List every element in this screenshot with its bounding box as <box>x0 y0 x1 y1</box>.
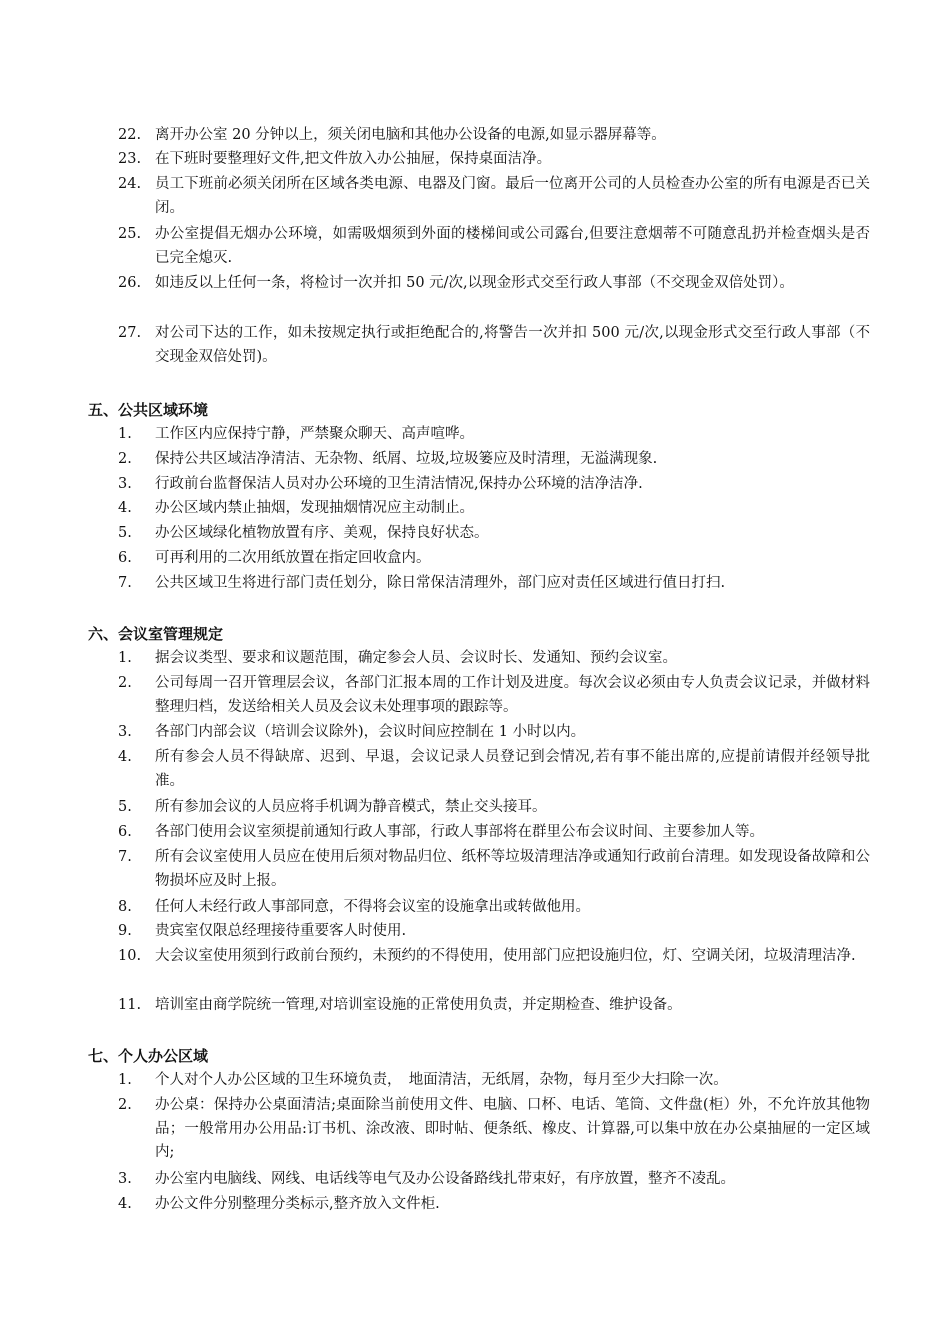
item-number: 2. <box>118 451 132 467</box>
item-number: 1. <box>118 426 132 442</box>
item-text: 保持公共区域洁净清洁、无杂物、纸屑、垃圾,垃圾篓应及时清理，无溢满现象. <box>155 451 658 467</box>
item-number: 3. <box>118 724 132 740</box>
list-item <box>118 945 870 969</box>
item-number: 2. <box>118 675 132 691</box>
list-item <box>118 994 870 1018</box>
list-item <box>118 846 870 893</box>
item-text: 可再利用的二次用纸放置在指定回收盒内。 <box>155 550 431 566</box>
item-number: 4. <box>118 749 132 765</box>
item-text: 在下班时要整理好文件,把文件放入办公抽屉，保持桌面洁净。 <box>155 151 552 167</box>
list-item <box>118 672 870 719</box>
item-text: 所有参加会议的人员应将手机调为静音模式，禁止交头接耳。 <box>155 799 547 815</box>
item-text: 所有参会人员不得缺席、迟到、早退，会议记录人员登记到会情况,若有事不能出席的,应提前请假并经领导批准。 <box>155 749 870 789</box>
item-text: 办公区域绿化植物放置有序、美观，保持良好状态。 <box>155 525 489 541</box>
item-text: 大会议室使用须到行政前台预约，未预约的不得使用，使用部门应把设施归位，灯、空调关闭，垃圾清理洁净. <box>155 948 856 964</box>
item-text: 贵宾室仅限总经理接待重要客人时使用. <box>155 923 407 939</box>
list-item <box>118 448 870 472</box>
item-text: 个人对个人办公区域的卫生环境负责， 地面清洁，无纸屑，杂物，每月至少大扫除一次。 <box>155 1072 728 1088</box>
list-item <box>118 572 870 596</box>
list-item <box>118 423 870 447</box>
item-number: 1. <box>118 1072 132 1088</box>
item-text: 任何人未经行政人事部同意，不得将会议室的设施拿出或转做他用。 <box>155 899 590 915</box>
item-number: 4. <box>118 500 132 516</box>
list-item <box>118 522 870 546</box>
item-text: 公共区域卫生将进行部门责任划分，除日常保洁清理外，部门应对责任区域进行值日打扫. <box>155 575 726 591</box>
list-item <box>118 322 870 369</box>
section-heading: 七、个人办公区域 <box>88 1047 209 1065</box>
item-number: 1. <box>118 650 132 666</box>
item-number: 27. <box>118 325 142 341</box>
item-text: 离开办公室 20 分钟以上，须关闭电脑和其他办公设备的电源,如显示器屏幕等。 <box>155 127 666 143</box>
list-item <box>118 173 870 220</box>
item-text: 行政前台监督保洁人员对办公环境的卫生清洁情况,保持办公环境的洁净洁净. <box>155 476 643 492</box>
item-text: 据会议类型、要求和议题范围，确定参会人员、会议时长、发通知、预约会议室。 <box>155 650 677 666</box>
item-number: 2. <box>118 1097 132 1113</box>
item-text: 对公司下达的工作，如未按规定执行或拒绝配合的,将警告一次并扣 500 元/次,以现金形式交至行政人事部（不交现金双倍处罚)。 <box>155 325 870 365</box>
list-item <box>118 821 870 845</box>
item-number: 26. <box>118 275 142 291</box>
item-number: 6. <box>118 550 132 566</box>
item-number: 8. <box>118 899 132 915</box>
list-item <box>118 647 870 671</box>
item-text: 各部门内部会议（培训会议除外)，会议时间应控制在 1 小时以内。 <box>155 724 586 740</box>
section-heading: 五、公共区域环境 <box>88 401 209 419</box>
item-number: 9. <box>118 923 132 939</box>
item-number: 22. <box>118 127 142 143</box>
item-number: 25. <box>118 226 142 242</box>
item-number: 7. <box>118 849 132 865</box>
item-text: 工作区内应保持宁静，严禁聚众聊天、高声喧哗。 <box>155 426 474 442</box>
list-item <box>118 272 870 296</box>
list-item <box>118 497 870 521</box>
item-number: 3. <box>118 1171 132 1187</box>
list-item <box>118 721 870 745</box>
item-text: 员工下班前必须关闭所在区域各类电源、电器及门窗。最后一位离开公司的人员检查办公室的所有电源是否已关闭。 <box>155 176 870 216</box>
item-text: 所有会议室使用人员应在使用后须对物品归位、纸杯等垃圾清理洁净或通知行政前台清理。如发现设备故障和公物损坏应及时上报。 <box>155 849 870 889</box>
item-number: 23. <box>118 151 142 167</box>
list-item <box>118 920 870 944</box>
section-heading: 六、会议室管理规定 <box>88 625 224 643</box>
item-number: 3. <box>118 476 132 492</box>
list-item <box>118 1193 870 1217</box>
item-text: 办公文件分别整理分类标示,整齐放入文件柜. <box>155 1196 440 1212</box>
item-number: 11. <box>118 997 142 1013</box>
list-item <box>118 547 870 571</box>
list-item <box>118 1168 870 1192</box>
item-text: 办公室提倡无烟办公环境，如需吸烟须到外面的楼梯间或公司露台,但要注意烟蒂不可随意乱扔并检查烟头是否已完全熄灭. <box>155 226 870 266</box>
item-text: 培训室由商学院统一管理,对培训室设施的正常使用负责，并定期检查、维护设备。 <box>155 997 682 1013</box>
item-text: 各部门使用会议室须提前通知行政人事部，行政人事部将在群里公布会议时间、主要参加人等。 <box>155 824 764 840</box>
list-item <box>118 1069 870 1093</box>
list-item <box>118 746 870 793</box>
list-item <box>118 473 870 497</box>
list-item <box>118 796 870 820</box>
item-number: 4. <box>118 1196 132 1212</box>
list-item <box>118 148 870 172</box>
list-item <box>118 124 870 148</box>
item-text: 办公桌：保持办公桌面清洁;桌面除当前使用文件、电脑、口杯、电话、笔筒、文件盘(柜）外，不允许放其他物品；一般常用办公用品:订书机、涂改液、即时帖、便条纸、橡皮、计算器,可以集中放在办公桌抽屉的一定区域内; <box>155 1097 870 1160</box>
list-item <box>118 1094 870 1165</box>
item-text: 办公室内电脑线、网线、电话线等电气及办公设备路线扎带束好，有序放置，整齐不凌乱。 <box>155 1171 735 1187</box>
list-item <box>118 223 870 270</box>
item-number: 5. <box>118 525 132 541</box>
item-text: 如违反以上任何一条，将检讨一次并扣 50 元/次,以现金形式交至行政人事部（不交现金双倍处罚）。 <box>155 275 794 291</box>
item-number: 24. <box>118 176 142 192</box>
list-item <box>118 896 870 920</box>
item-text: 办公区域内禁止抽烟，发现抽烟情况应主动制止。 <box>155 500 474 516</box>
item-number: 5. <box>118 799 132 815</box>
item-number: 7. <box>118 575 132 591</box>
item-text: 公司每周一召开管理层会议，各部门汇报本周的工作计划及进度。每次会议必须由专人负责会议记录，并做材料整理归档，发送给相关人员及会议未处理事项的跟踪等。 <box>155 675 870 715</box>
item-number: 10. <box>118 948 142 964</box>
item-number: 6. <box>118 824 132 840</box>
